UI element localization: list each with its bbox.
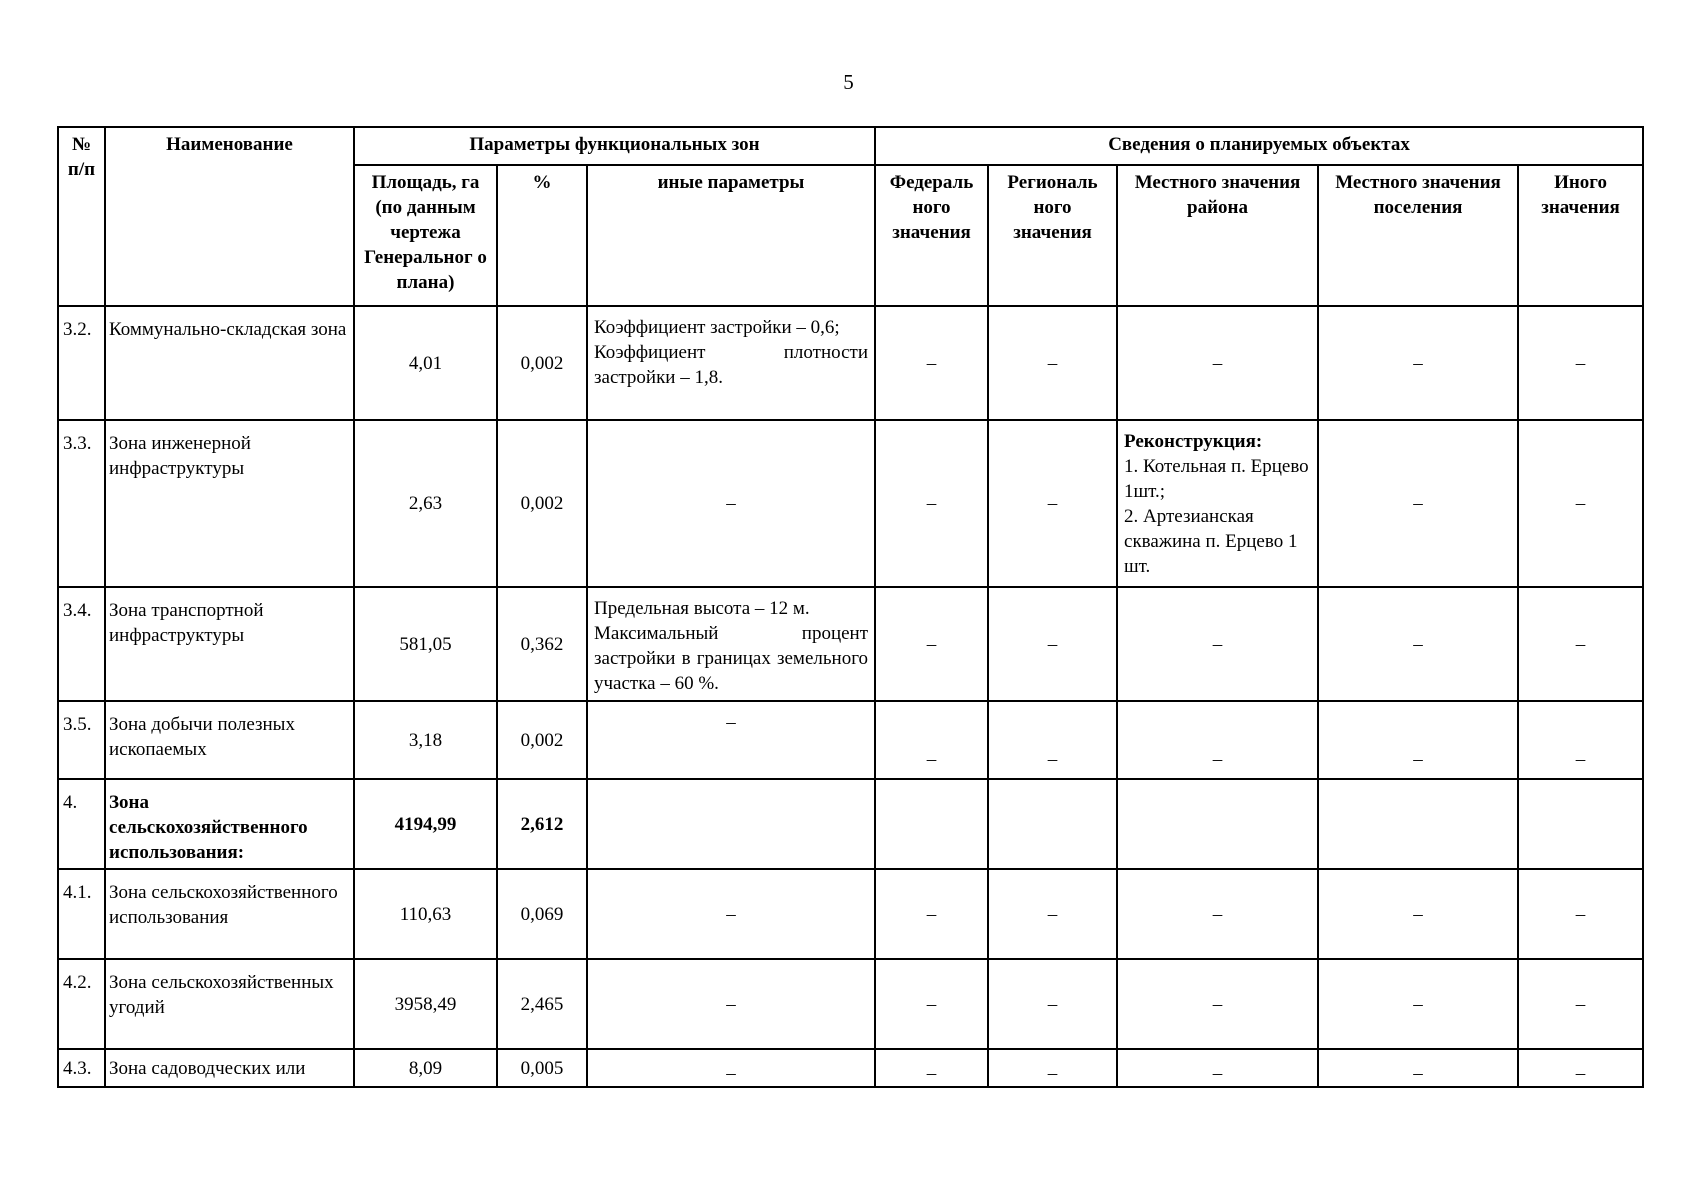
param-line: Коэффициент застройки – 0,6; (594, 317, 840, 338)
row-params (587, 306, 875, 420)
table-row (58, 306, 1643, 420)
header-num: № п/п (58, 127, 105, 306)
object-item: 2. Артезианская скважина п. Ерцево 1 шт. (1124, 506, 1298, 577)
row-percent: 0,362 (497, 587, 587, 701)
dash-cell: – (1117, 959, 1318, 1049)
header-federal: Федераль ного значения (875, 165, 988, 306)
object-item: 1. Котельная п. Ерцево 1шт.; (1124, 456, 1309, 502)
dash-cell: – (875, 869, 988, 959)
row-num: 3.5. (58, 701, 105, 779)
row-area: 4194,99 (354, 779, 497, 869)
row-num: 3.4. (58, 587, 105, 701)
dash-cell: – (587, 1049, 875, 1087)
dash-cell: – (988, 587, 1117, 701)
row-name: Зона транспортной инфраструктуры (105, 587, 354, 701)
local-district-objects (1117, 420, 1318, 587)
row-area: 110,63 (354, 869, 497, 959)
dash-cell: – (875, 587, 988, 701)
row-percent: 0,002 (497, 306, 587, 420)
header-local-settlement: Местного значения поселения (1318, 165, 1518, 306)
dash-cell: – (587, 869, 875, 959)
dash-cell: – (1518, 869, 1643, 959)
dash-cell: – (1318, 1049, 1518, 1087)
table-row (58, 1049, 1643, 1087)
dash-cell: – (875, 1049, 988, 1087)
param-line: Коэффициент плотности застройки – 1,8. (594, 342, 869, 388)
dash-cell: – (1518, 959, 1643, 1049)
dash-cell: – (988, 306, 1117, 420)
header-group-params: Параметры функциональных зон (354, 127, 875, 165)
row-percent: 2,612 (497, 779, 587, 869)
dash-cell: – (1117, 701, 1318, 779)
dash-cell: – (1117, 306, 1318, 420)
row-area: 3,18 (354, 701, 497, 779)
row-area: 2,63 (354, 420, 497, 587)
dash-cell: – (1518, 701, 1643, 779)
table-row (58, 701, 1643, 779)
dash-cell: – (988, 420, 1117, 587)
row-area: 3958,49 (354, 959, 497, 1049)
dash-cell: – (1318, 587, 1518, 701)
dash-cell: – (1117, 1049, 1318, 1087)
dash-cell: – (1318, 959, 1518, 1049)
row-num: 4.1. (58, 869, 105, 959)
dash-cell: – (988, 701, 1117, 779)
header-other: Иного значения (1518, 165, 1643, 306)
row-num: 4.2. (58, 959, 105, 1049)
dash-cell: – (1518, 587, 1643, 701)
row-area: 4,01 (354, 306, 497, 420)
dash-cell: – (1518, 1049, 1643, 1087)
row-name: Зона сельскохозяйственных угодий (105, 959, 354, 1049)
row-name: Зона добычи полезных ископаемых (105, 701, 354, 779)
dash-cell: – (1318, 420, 1518, 587)
dash-cell: – (1117, 869, 1318, 959)
row-name: Зона сельскохозяйственного использования: (105, 779, 354, 869)
table-row (58, 779, 1643, 869)
table-row (58, 587, 1643, 701)
dash-cell: – (875, 306, 988, 420)
row-percent: 0,005 (497, 1049, 587, 1087)
table-row (58, 869, 1643, 959)
header-regional: Региональ ного значения (988, 165, 1117, 306)
header-local-district: Местного значения района (1117, 165, 1318, 306)
dash-cell: – (587, 701, 875, 779)
dash-cell: – (1318, 701, 1518, 779)
empty-cell (875, 779, 988, 869)
dash-cell: – (1318, 869, 1518, 959)
param-line: Максимальный процент застройки в границах земельного участка – 60 %. (594, 623, 869, 694)
dash-cell: – (587, 959, 875, 1049)
dash-cell: – (875, 701, 988, 779)
row-name: Зона садоводческих или (105, 1049, 354, 1087)
row-area: 581,05 (354, 587, 497, 701)
row-num: 4. (58, 779, 105, 869)
header-area: Площадь, га (по данным чертежа Генеральног о плана) (354, 165, 497, 306)
dash-cell: – (1518, 306, 1643, 420)
empty-cell (1518, 779, 1643, 869)
row-num: 4.3. (58, 1049, 105, 1087)
functional-zones-table (57, 126, 1644, 1088)
dash-cell: – (875, 959, 988, 1049)
table-row (58, 420, 1643, 587)
row-percent: 0,002 (497, 701, 587, 779)
row-percent: 0,069 (497, 869, 587, 959)
dash-cell: – (988, 869, 1117, 959)
empty-cell (587, 779, 875, 869)
dash-cell: – (1518, 420, 1643, 587)
dash-cell: – (1318, 306, 1518, 420)
dash-cell: – (988, 959, 1117, 1049)
empty-cell (1117, 779, 1318, 869)
header-group-objects: Сведения о планируемых объектах (875, 127, 1643, 165)
dash-cell: – (988, 1049, 1117, 1087)
row-percent: 0,002 (497, 420, 587, 587)
dash-cell: – (875, 420, 988, 587)
row-area: 8,09 (354, 1049, 497, 1087)
header-other-params: иные параметры (587, 165, 875, 306)
dash-cell: – (587, 420, 875, 587)
param-line: Предельная высота – 12 м. (594, 598, 810, 619)
row-params (587, 587, 875, 701)
row-name: Зона сельскохозяйственного использования (105, 869, 354, 959)
row-name: Зона инженерной инфраструктуры (105, 420, 354, 587)
row-num: 3.2. (58, 306, 105, 420)
row-num: 3.3. (58, 420, 105, 587)
empty-cell (1318, 779, 1518, 869)
reconstruction-title: Реконструкция: (1124, 431, 1263, 452)
page-number: 5 (843, 70, 854, 94)
row-percent: 2,465 (497, 959, 587, 1049)
empty-cell (988, 779, 1117, 869)
table-row (58, 959, 1643, 1049)
row-name: Коммунально-складская зона (105, 306, 354, 420)
header-name: Наименование (105, 127, 354, 306)
header-percent: % (497, 165, 587, 306)
dash-cell: – (1117, 587, 1318, 701)
